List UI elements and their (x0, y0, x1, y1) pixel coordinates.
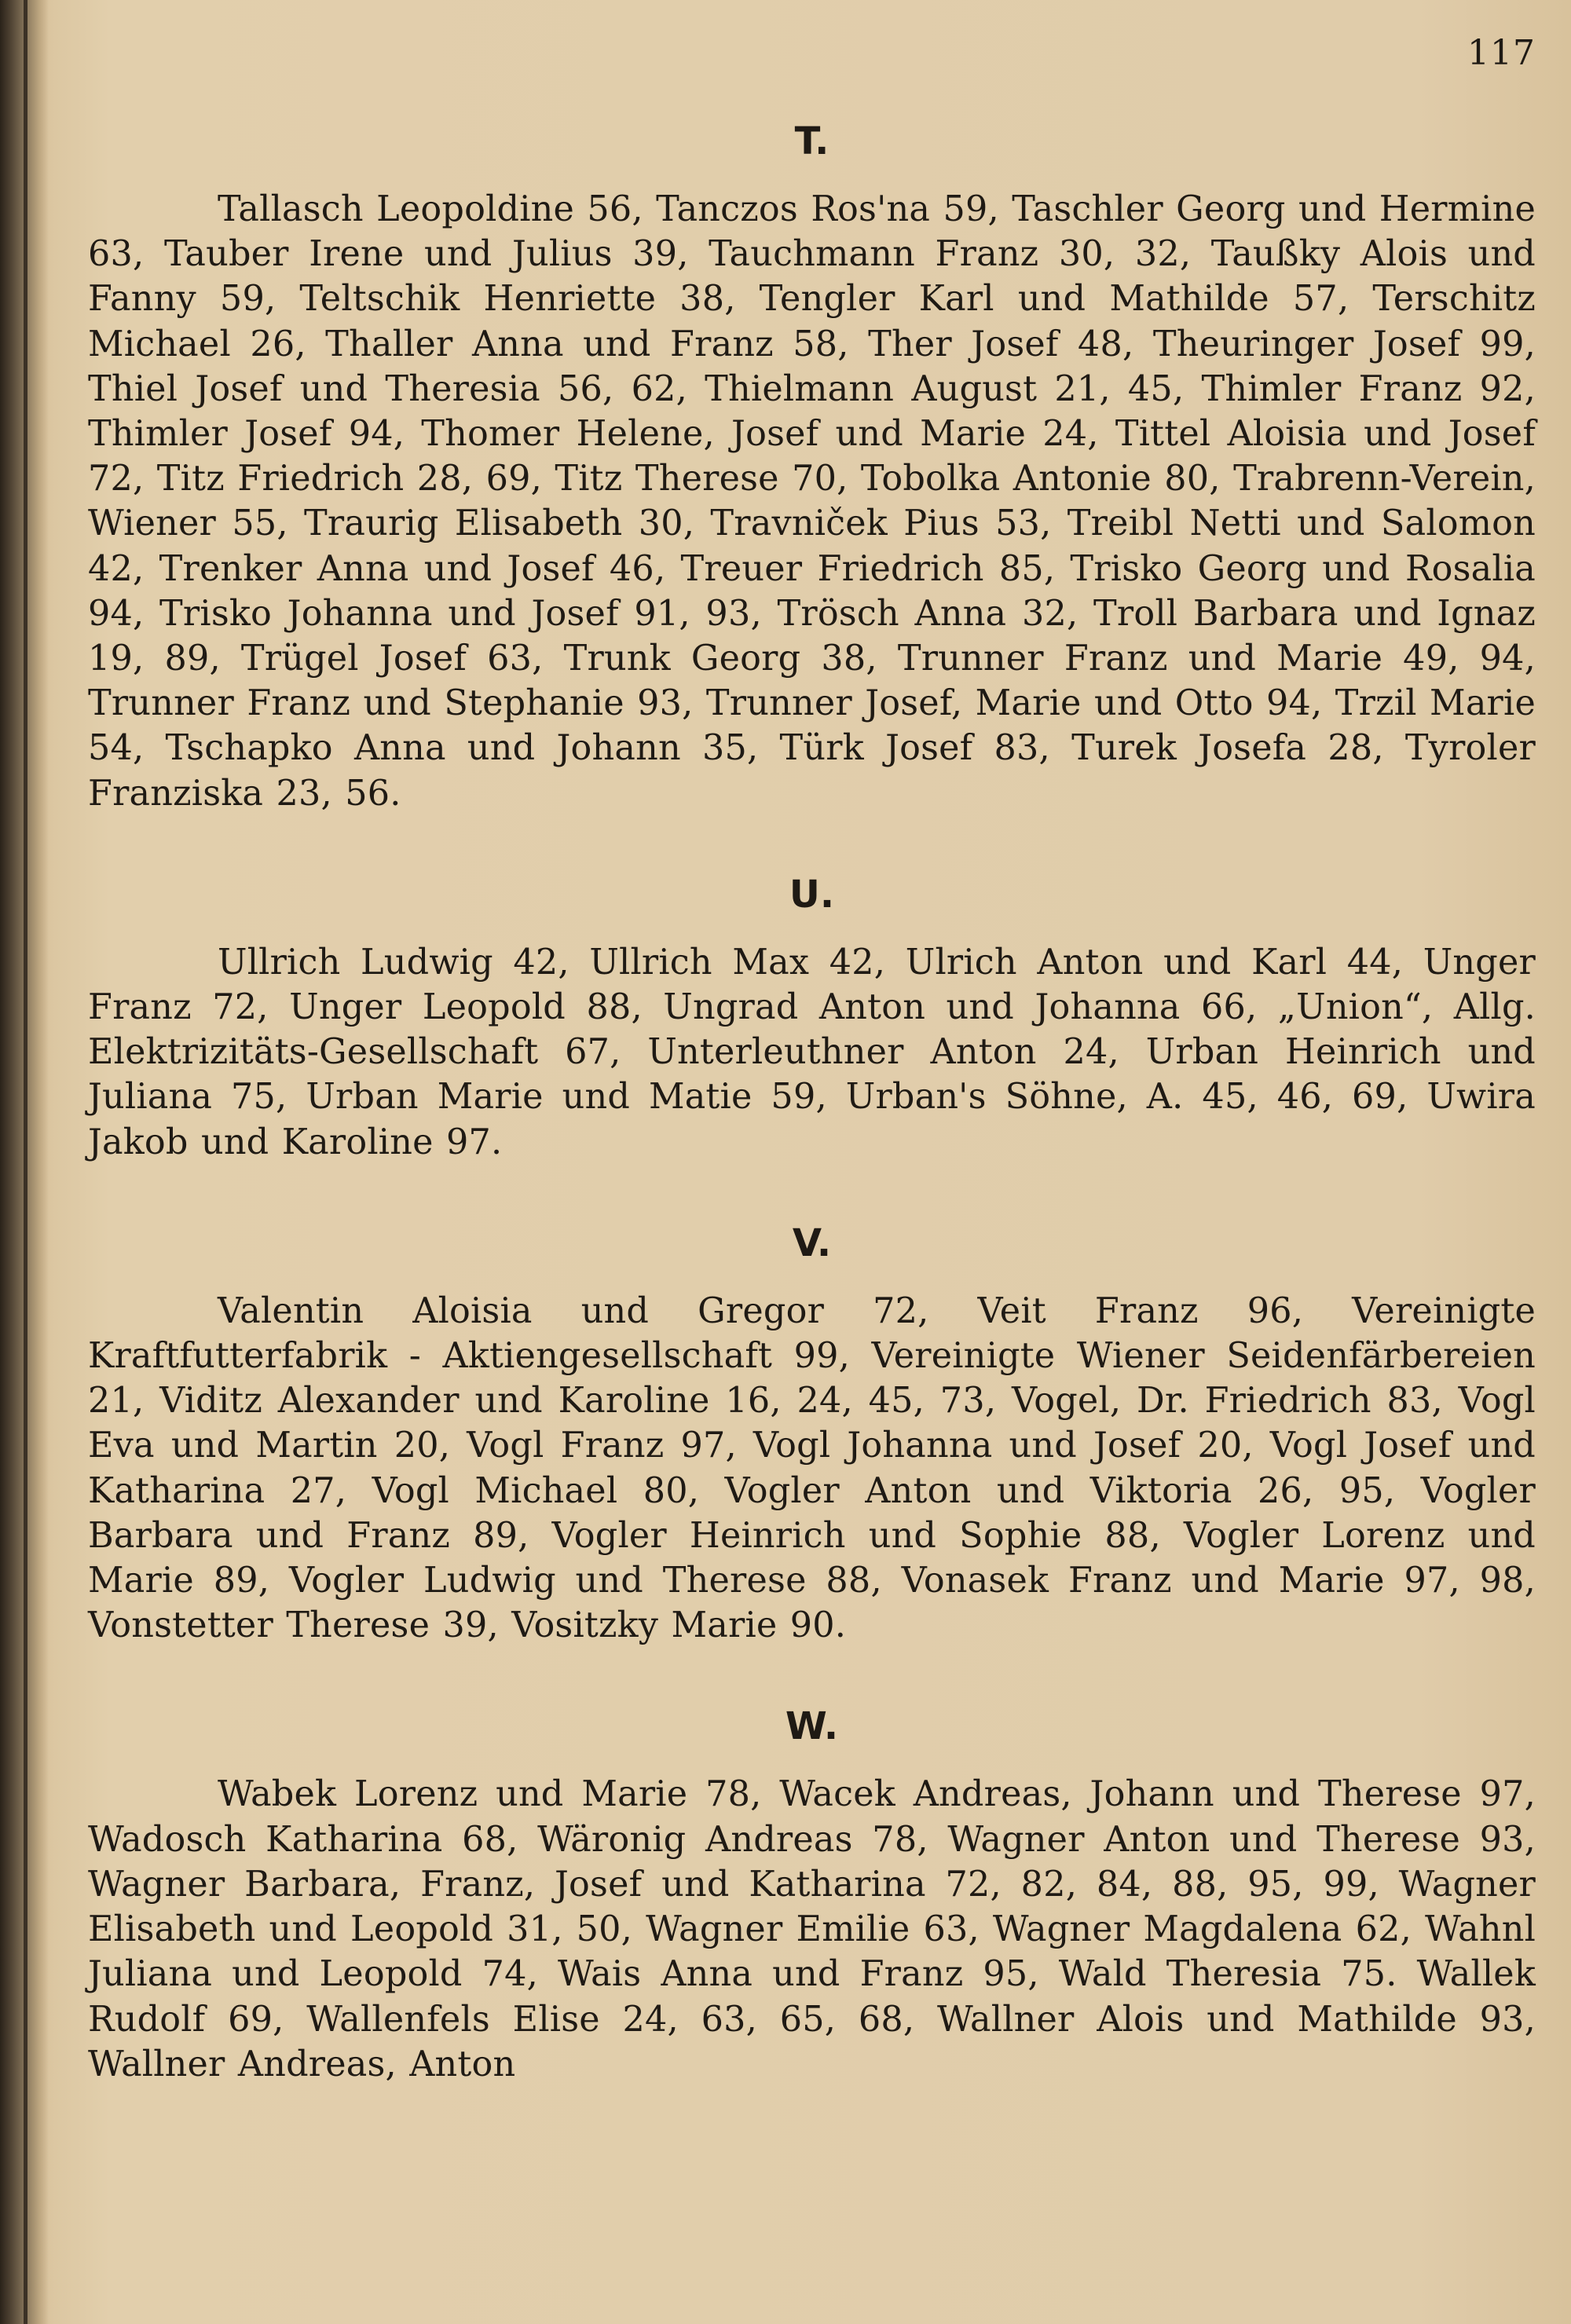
section-text: Ullrich Ludwig 42, Ullrich Max 42, Ulrich Anton und Karl 44, Unger Franz 72, Unger Leopold 88, Ungrad Anton und Johanna 66, „Union“, Allg. Elektrizitäts-Gesellschaft 67, Unterleuthner Anton 24, Urban Heinrich und Juliana 75, Urban Marie und Matie 59, Urban's Söhne, A. 45, 46, 69, Uwira Jakob und Karoline 97. (88, 942, 1536, 1162)
index-section-u (88, 871, 1536, 1165)
page-number: 117 (1467, 33, 1536, 73)
section-heading: V. (792, 1221, 832, 1265)
section-text: Valentin Aloisia und Gregor 72, Veit Franz 96, Vereinigte Kraftfutterfabrik - Aktiengesellschaft 99, Vereinigte Wiener Seidenfärbereien 21, Viditz Alexander und Karoline 16, 24, 45, 73, Vogel, Dr. Friedrich 83, Vogl Eva und Martin 20, Vogl Franz 97, Vogl Johanna und Josef 20, Vogl Josef und Katharina 27, Vogl Michael 80, Vogler Anton und Viktoria 26, 95, Vogler Barbara und Franz 89, Vogler Heinrich und Sophie 88, Vogler Lorenz und Marie 89, Vogler Ludwig und Therese 88, Vonasek Franz und Marie 97, 98, Vonstetter Therese 39, Vositzky Marie 90. (88, 1290, 1536, 1646)
index-section-w (88, 1703, 1536, 2086)
book-spine-line (24, 0, 27, 2324)
index-content (88, 118, 1536, 2142)
index-section-t (88, 118, 1536, 816)
section-heading: T. (794, 119, 829, 163)
section-heading: U. (789, 872, 835, 917)
section-text: Tallasch Leopoldine 56, Tanczos Ros'na 59, Taschler Georg und Hermine 63, Tauber Irene und Julius 39, Tauchmann Franz 30, 32, Taußky Alois und Fanny 59, Teltschik Henriette 38, Tengler Karl und Mathilde 57, Terschitz Michael 26, Thaller Anna und Franz 58, Ther Josef 48, Theuringer Josef 99, Thiel Josef und Theresia 56, 62, Thielmann August 21, 45, Thimler Franz 92, Thimler Josef 94, Thomer Helene, Josef und Marie 24, Tittel Aloisia und Josef 72, Titz Friedrich 28, 69, Titz Therese 70, Tobolka Antonie 80, Trabrenn-Verein, Wiener 55, Traurig Elisabeth 30, Travniček Pius 53, Treibl Netti und Salomon 42, Trenker Anna und Josef 46, Treuer Friedrich 85, Trisko Georg und Rosalia 94, Trisko Johanna und Josef 91, 93, Trösch Anna 32, Troll Barbara und Ignaz 19, 89, Trügel Josef 63, Trunk Georg 38, Trunner Franz und Marie 49, 94, Trunner Franz und Stephanie 93, Trunner Josef, Marie und Otto 94, Trzil Marie 54, Tschapko Anna und Johann 35, Türk Josef 83, Turek Josefa 28, Tyroler Franziska 23, 56. (88, 189, 1536, 814)
section-text: Wabek Lorenz und Marie 78, Wacek Andreas, Johann und Therese 97, Wadosch Katharina 68, Wäronig Andreas 78, Wagner Anton und Therese 93, Wagner Barbara, Franz, Josef und Katharina 72, 82, 84, 88, 95, 99, Wagner Elisabeth und Leopold 31, 50, Wagner Emilie 63, Wagner Magdalena 62, Wahnl Juliana und Leopold 74, Wais Anna und Franz 95, Wald Theresia 75. Wallek Rudolf 69, Wallenfels Elise 24, 63, 65, 68, Wallner Alois und Mathilde 93, Wallner Andreas, Anton (88, 1774, 1536, 2084)
section-heading: W. (785, 1704, 839, 1749)
index-section-v (88, 1220, 1536, 1649)
